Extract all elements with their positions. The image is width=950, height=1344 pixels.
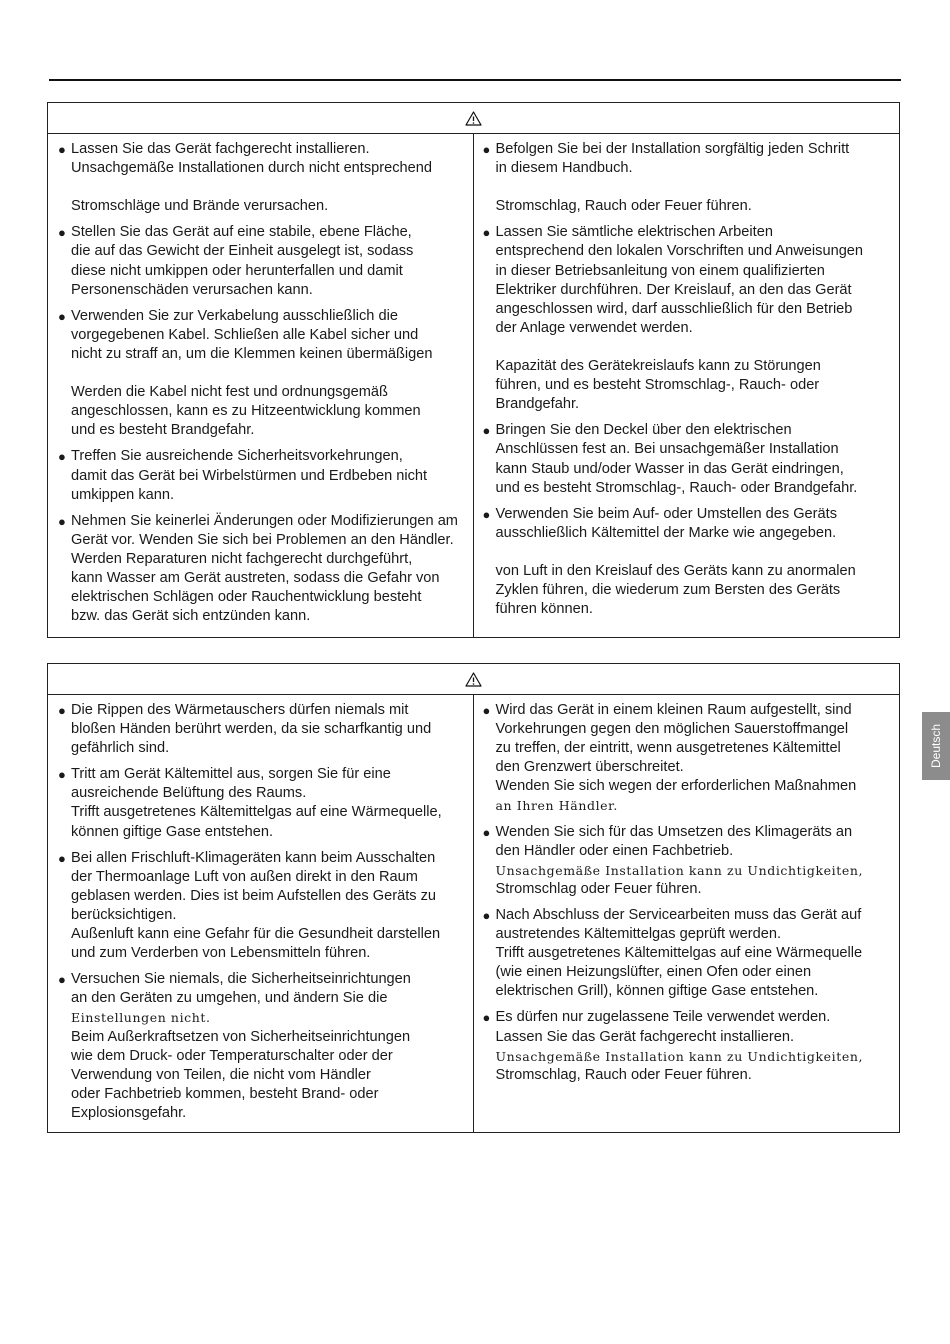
item-text-line: die auf das Gewicht der Einheit ausgelegt ist, sodass (71, 243, 414, 260)
caution-box (47, 663, 900, 1133)
item-text-line: der Anlage verwendet werden. (495, 319, 693, 336)
list-item (483, 140, 896, 216)
bullet-icon: ● (58, 767, 66, 783)
warning-header (48, 103, 899, 134)
item-text-line: Befolgen Sie bei der Installation sorgfältig jeden Schritt (495, 141, 850, 157)
item-text-line: Elektriker durchführen. Der Kreislauf, an den das Gerät (495, 281, 852, 298)
item-text-line: Einstellungen nicht. (71, 1010, 211, 1026)
list-item (58, 307, 469, 441)
item-text-line: Außenluft kann eine Gefahr für die Gesundheit darstellen (71, 926, 441, 943)
caution-right-column (474, 695, 900, 1132)
item-text-line: Trifft ausgetretenes Kältemittelgas auf eine Wärmequelle, (71, 804, 442, 821)
item-text-line: Stromschlag oder Feuer führen. (495, 880, 702, 897)
item-text-line: angeschlossen wird, darf ausschließlich für den Betrieb (495, 300, 853, 317)
list-item (58, 765, 469, 841)
item-text-line: Kapazität des Gerätekreislaufs kann zu Störungen (495, 358, 821, 375)
item-text-line: Vorkehrungen gegen den möglichen Sauerstoffmangel (495, 721, 849, 738)
item-text-line: Lassen Sie das Gerät fachgerecht installieren. (495, 1028, 795, 1045)
item-text-line: Werden die Kabel nicht fest und ordnungsgemäß (71, 384, 388, 401)
item-text-line: Wenden Sie sich wegen der erforderlichen Maßnahmen (495, 778, 857, 795)
item-text-line: Wird das Gerät in einem kleinen Raum aufgestellt, sind (495, 702, 852, 718)
list-item (483, 1008, 896, 1084)
item-text-line: können giftige Gase entstehen. (71, 823, 274, 840)
list-item (58, 140, 469, 216)
item-text-line: Werden Reparaturen nicht fachgerecht durchgeführt, (71, 550, 413, 567)
list-item (483, 505, 896, 620)
item-text-line: Unsachgemäße Installationen durch nicht entsprechend (71, 160, 433, 177)
item-text-line: Personenschäden verursachen kann. (71, 281, 313, 298)
bullet-icon: ● (58, 308, 66, 324)
list-item (58, 447, 469, 504)
list-item (483, 421, 896, 497)
item-text-line: führen, und es besteht Stromschlag-, Rauch- oder (495, 377, 820, 394)
language-tab[interactable] (922, 712, 950, 780)
bullet-icon: ● (58, 850, 66, 866)
item-text-line: oder Fachbetrieb kommen, besteht Brand- oder (71, 1085, 379, 1102)
bullet-icon: ● (58, 225, 66, 241)
item-text-line: umkippen kann. (71, 486, 175, 503)
bullet-icon: ● (58, 703, 66, 718)
item-text-line: (wie einen Heizungslüfter, einen Ofen oder einen (495, 964, 812, 981)
language-tab-label: Deutsch (929, 723, 943, 769)
bullet-icon: ● (58, 513, 66, 529)
item-text-line: und zum Verderben von Lebensmitteln führen. (71, 945, 371, 962)
item-text-line: in dieser Betriebsanleitung von einem qualifizierten (495, 262, 825, 279)
item-text-line: austretendes Kältemittelgas geprüft werden. (495, 926, 782, 943)
list-item (483, 823, 896, 899)
item-text-line: Wenden Sie sich für das Umsetzen des Klimageräts an (495, 823, 853, 840)
item-text-line: berücksichtigen. (71, 906, 177, 923)
list-item (58, 970, 469, 1123)
bullet-icon: ● (482, 824, 491, 840)
item-text-line: kann Staub und/oder Wasser in das Gerät eindringen, (495, 460, 844, 477)
item-text-line: nicht zu straff an, um die Klemmen keinen übermäßigen (71, 345, 433, 362)
bullet-icon: ● (482, 423, 491, 439)
item-text-line: in diesem Handbuch. (495, 160, 633, 177)
item-text-line (496, 543, 896, 562)
list-item (483, 701, 896, 816)
item-text-line: an Ihren Händler. (495, 798, 618, 814)
warning-right-column (474, 134, 900, 637)
bullet-icon: ● (482, 1010, 491, 1026)
item-text-line: Treffen Sie ausreichende Sicherheitsvorkehrungen, (71, 448, 403, 465)
item-text-line (71, 178, 469, 197)
item-text-line: Nach Abschluss der Servicearbeiten muss das Gerät auf (495, 906, 862, 923)
item-text-line: elektrischen Grill), können giftige Gase entstehen. (495, 983, 819, 1000)
item-text-line: Unsachgemäße Installation kann zu Undichtigkeiten, (495, 862, 864, 878)
bullet-icon: ● (482, 225, 491, 241)
item-text-line: Verwenden Sie beim Auf- oder Umstellen des Geräts (495, 505, 838, 522)
bullet-icon: ● (482, 142, 491, 157)
caution-triangle-icon (465, 672, 482, 687)
item-text-line: den Händler oder einen Fachbetrieb. (495, 842, 734, 859)
item-text-line: Explosionsgefahr. (71, 1104, 187, 1121)
item-text-line: Stellen Sie das Gerät auf eine stabile, ebene Fläche, (71, 224, 412, 241)
item-text-line (496, 338, 896, 357)
item-text-line: und es besteht Brandgefahr. (71, 422, 255, 439)
item-text-line: ausschließlich Kältemittel der Marke wie angegeben. (495, 524, 837, 541)
top-rule (49, 79, 901, 81)
item-text-line: Verwenden Sie zur Verkabelung ausschließlich die (71, 307, 398, 324)
item-text-line: der Thermoanlage Luft von außen direkt in den Raum (71, 868, 418, 885)
item-text-line: führen können. (495, 601, 593, 618)
item-text-line: elektrischen Schlägen oder Rauchentwicklung besteht (71, 589, 422, 606)
item-text-line (71, 364, 469, 383)
item-text-line: zu treffen, der eintritt, wenn ausgetretenes Kältemittel (495, 740, 841, 757)
item-text-line: diese nicht umkippen oder herunterfallen und damit (71, 262, 403, 279)
list-item (58, 223, 469, 299)
item-text-line: Trifft ausgetretenes Kältemittelgas auf eine Wärmequelle (495, 945, 863, 962)
warning-box (47, 102, 900, 638)
bullet-icon: ● (482, 506, 491, 522)
caution-left-column (48, 695, 474, 1132)
list-item (58, 512, 469, 627)
list-item (483, 906, 896, 1001)
warning-triangle-icon (465, 111, 482, 126)
item-text-line: gefährlich sind. (71, 740, 170, 757)
item-text-line: an den Geräten zu umgehen, und ändern Sie die (71, 990, 388, 1007)
bullet-icon: ● (58, 142, 66, 157)
item-text-line: und es besteht Stromschlag-, Rauch- oder Brandgefahr. (495, 479, 858, 496)
caution-header (48, 664, 899, 695)
item-text-line: vorgegebenen Kabel. Schließen alle Kabel sicher und (71, 326, 419, 343)
bullet-icon: ● (58, 449, 66, 465)
item-text-line: Unsachgemäße Installation kann zu Undichtigkeiten, (495, 1048, 864, 1064)
item-text-line: wie dem Druck- oder Temperaturschalter oder der (71, 1047, 393, 1064)
item-text-line: den Grenzwert überschreitet. (495, 759, 684, 776)
bullet-icon: ● (58, 972, 66, 988)
item-text-line: damit das Gerät bei Wirbelstürmen und Erdbeben nicht (71, 467, 428, 484)
item-text-line: bloßen Händen berührt werden, da sie scharfkantig und (71, 721, 432, 738)
list-item (483, 223, 896, 414)
item-text-line: bzw. das Gerät sich entzünden kann. (71, 608, 311, 625)
item-text-line: angeschlossen, kann es zu Hitzeentwicklung kommen (71, 403, 421, 420)
item-text-line (496, 178, 896, 197)
item-text-line: Verwendung von Teilen, die nicht vom Händler (71, 1066, 371, 1083)
item-text-line: Lassen Sie das Gerät fachgerecht installieren. (71, 141, 370, 157)
item-text-line: geblasen werden. Dies ist beim Aufstellen des Geräts zu (71, 887, 437, 904)
item-text-line: Die Rippen des Wärmetauschers dürfen niemals mit (71, 702, 409, 718)
item-text-line: entsprechend den lokalen Vorschriften und Anweisungen (495, 243, 864, 260)
list-item (58, 849, 469, 964)
item-text-line: Zyklen führen, die wiederum zum Bersten des Geräts (495, 582, 841, 599)
item-text-line: Bei allen Frischluft-Klimageräten kann beim Ausschalten (71, 849, 436, 866)
bullet-icon: ● (482, 907, 491, 923)
item-text-line: Brandgefahr. (495, 396, 580, 413)
list-item (58, 701, 469, 758)
item-text-line: Bringen Sie den Deckel über den elektrischen (495, 422, 792, 439)
warning-left-column (48, 134, 474, 637)
item-text-line: Beim Außerkraftsetzen von Sicherheitseinrichtungen (71, 1028, 411, 1045)
item-text-line: Tritt am Gerät Kältemittel aus, sorgen Sie für eine (71, 766, 391, 783)
item-text-line: Gerät vor. Wenden Sie sich bei Problemen an den Händler. (71, 531, 454, 548)
item-text-line: ausreichende Belüftung des Raums. (71, 785, 307, 802)
item-text-line: Es dürfen nur zugelassene Teile verwendet werden. (495, 1009, 831, 1026)
item-text-line: Versuchen Sie niemals, die Sicherheitseinrichtungen (71, 971, 411, 988)
item-text-line: Anschlüssen fest an. Bei unsachgemäßer Installation (495, 441, 839, 458)
item-text-line: von Luft in den Kreislauf des Geräts kann zu anormalen (495, 562, 856, 579)
item-text-line: Stromschlag, Rauch oder Feuer führen. (495, 1066, 752, 1083)
bullet-icon: ● (482, 703, 491, 718)
item-text-line: Stromschläge und Brände verursachen. (71, 198, 329, 215)
item-text-line: Nehmen Sie keinerlei Änderungen oder Modifizierungen am (71, 512, 458, 529)
item-text-line: Stromschlag, Rauch oder Feuer führen. (495, 198, 752, 215)
item-text-line: Lassen Sie sämtliche elektrischen Arbeiten (495, 224, 773, 241)
item-text-line: kann Wasser am Gerät austreten, sodass die Gefahr von (71, 569, 440, 586)
